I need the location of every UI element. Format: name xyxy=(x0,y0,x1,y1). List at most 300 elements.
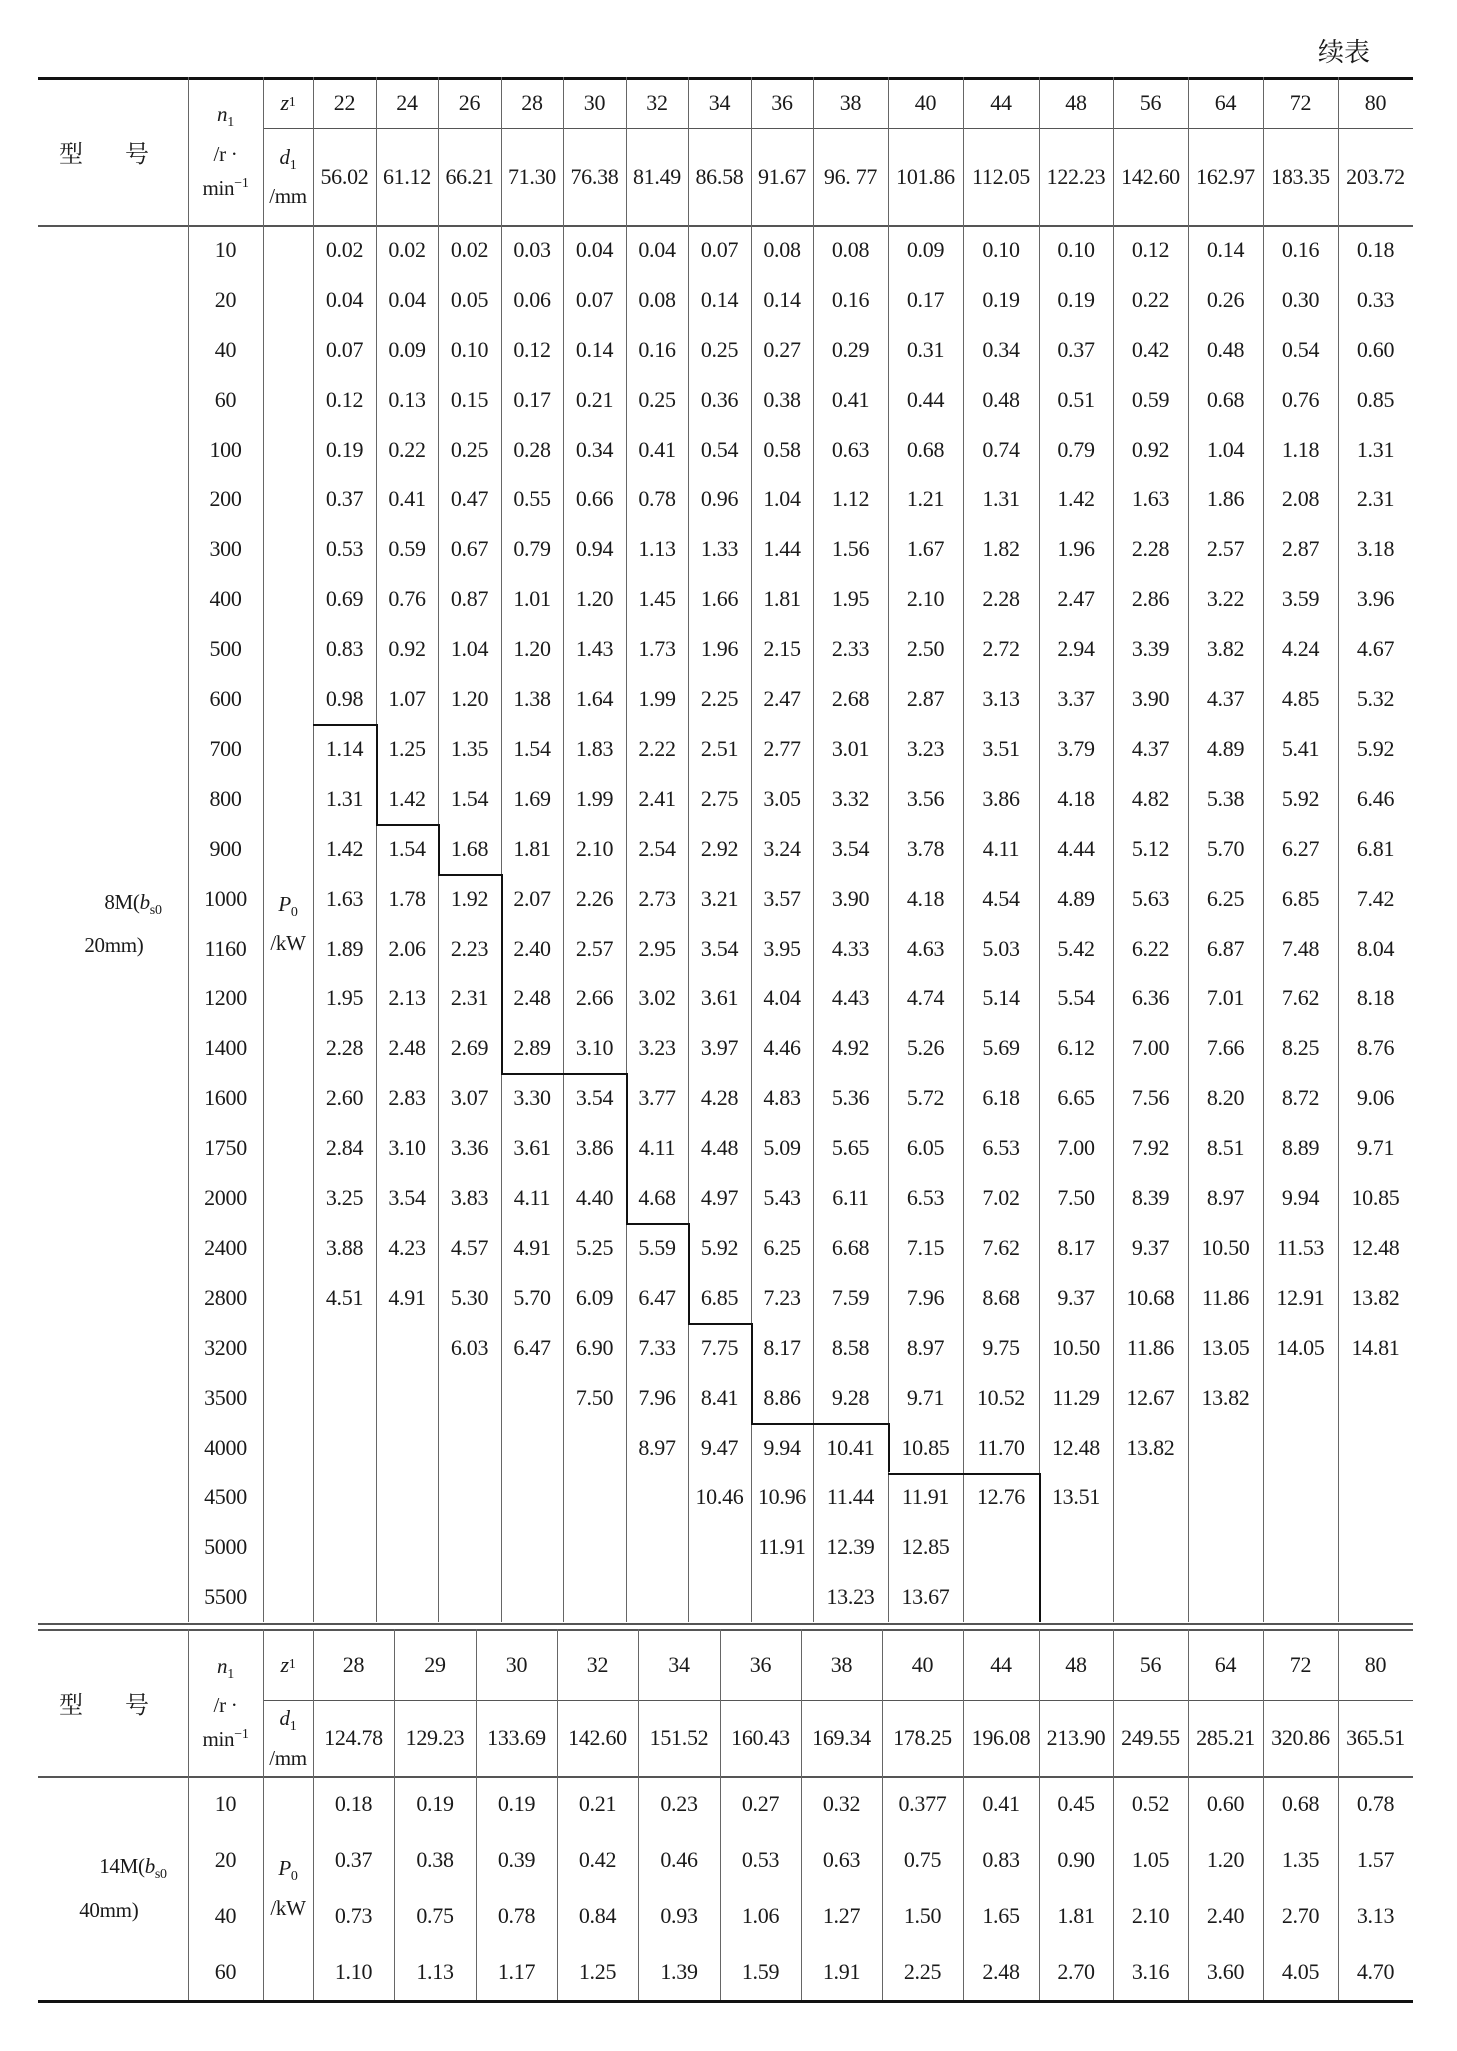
speed-header-stack xyxy=(202,99,248,202)
power-value: 0.93 xyxy=(660,1903,698,1928)
power-value: 9.06 xyxy=(1356,1085,1395,1111)
power-value: 4.89 xyxy=(1057,885,1095,911)
power-value: 0.96 xyxy=(700,486,739,512)
power-value: 0.16 xyxy=(638,336,676,362)
power-value: 12.76 xyxy=(976,1484,1025,1510)
speed-value: 5000 xyxy=(204,1534,247,1560)
speed-unit-min: min xyxy=(202,175,235,200)
power-value: 8.41 xyxy=(700,1384,739,1410)
power-value: 11.70 xyxy=(977,1434,1025,1460)
power-value: 7.01 xyxy=(1206,985,1245,1011)
power-value: 10.68 xyxy=(1126,1284,1175,1310)
teeth-count-value: 56 xyxy=(1139,89,1162,115)
power-value: 0.92 xyxy=(1131,436,1170,462)
power-value: 5.38 xyxy=(1206,785,1245,811)
belt-model-label xyxy=(38,1776,188,2000)
power-value: 9.28 xyxy=(831,1384,870,1410)
speed-header-label xyxy=(188,1629,263,1776)
power-value: 9.94 xyxy=(763,1434,801,1460)
power-value: 5.14 xyxy=(982,985,1020,1011)
power-value: 4.67 xyxy=(1356,636,1395,662)
power-value: 4.43 xyxy=(831,985,870,1011)
power-value: 0.63 xyxy=(822,1847,861,1872)
power-value: 0.02 xyxy=(388,236,426,262)
power-value: 4.46 xyxy=(763,1035,801,1061)
table-caption-continued: 续表 xyxy=(1318,38,1371,67)
power-value: 13.05 xyxy=(1201,1334,1250,1360)
teeth-count-value: 80 xyxy=(1364,1651,1387,1677)
power-symbol xyxy=(278,889,297,928)
power-value: 9.71 xyxy=(1356,1135,1395,1161)
power-value: 4.97 xyxy=(700,1185,739,1211)
limit-staircase-line xyxy=(438,874,502,876)
power-stack xyxy=(270,1853,305,1922)
power-value: 6.05 xyxy=(906,1135,945,1161)
power-value: 2.48 xyxy=(388,1035,426,1061)
power-value: 3.05 xyxy=(763,785,801,811)
teeth-count-value: 40 xyxy=(914,89,937,115)
power-value: 4.28 xyxy=(700,1085,739,1111)
pitch-diameter-value: 76.38 xyxy=(570,163,619,189)
pitch-diameter-symbol xyxy=(280,142,297,181)
power-value: 3.61 xyxy=(700,985,739,1011)
power-value: 3.86 xyxy=(575,1135,614,1161)
power-value: 6.68 xyxy=(831,1234,870,1260)
speed-unit-line2 xyxy=(202,169,248,203)
teeth-count-value: 36 xyxy=(771,89,793,115)
power-value: 4.11 xyxy=(982,835,1020,861)
power-value: 2.94 xyxy=(1057,636,1095,662)
power-value: 5.92 xyxy=(1356,735,1395,761)
power-symbol xyxy=(278,1853,297,1892)
power-value: 6.22 xyxy=(1131,935,1170,961)
pitch-diameter-value: 285.21 xyxy=(1196,1725,1255,1750)
pitch-diameter-value: 129.23 xyxy=(405,1725,465,1750)
power-value: 4.92 xyxy=(831,1035,870,1061)
pitch-diameter-value: 61.12 xyxy=(382,163,431,189)
pitch-diameter-value: 320.86 xyxy=(1271,1725,1330,1750)
pitch-diameter-value: 151.52 xyxy=(649,1725,709,1750)
teeth-count-value: 26 xyxy=(458,89,481,115)
power-value: 0.05 xyxy=(450,286,489,312)
pitch-diameter-value: 91.67 xyxy=(757,163,806,189)
teeth-count-value: 56 xyxy=(1139,1651,1162,1677)
speed-header-stack xyxy=(202,1651,248,1754)
power-value: 1.81 xyxy=(1057,1903,1095,1928)
power-value: 11.44 xyxy=(826,1484,875,1510)
power-value: 0.13 xyxy=(388,386,426,412)
teeth-header-label xyxy=(263,1629,313,1700)
power-value: 1.31 xyxy=(1356,436,1395,462)
power-value: 0.19 xyxy=(416,1791,454,1816)
power-value: 0.16 xyxy=(831,286,870,312)
speed-value: 40 xyxy=(214,1903,237,1928)
power-unit: /kW xyxy=(270,1895,306,1920)
power-value: 0.75 xyxy=(903,1847,942,1872)
power-value: 0.25 xyxy=(700,336,739,362)
power-value: 0.37 xyxy=(325,486,364,512)
power-value: 11.86 xyxy=(1201,1284,1250,1310)
power-value: 3.86 xyxy=(982,785,1020,811)
teeth-count-value: 28 xyxy=(342,1651,365,1677)
power-value: 1.82 xyxy=(982,536,1020,562)
power-value: 7.96 xyxy=(906,1284,945,1310)
power-value: 0.09 xyxy=(906,236,945,262)
power-value: 8.97 xyxy=(638,1434,676,1460)
teeth-count-value: 64 xyxy=(1214,1651,1237,1677)
power-value: 1.20 xyxy=(575,586,614,612)
power-value: 2.50 xyxy=(906,636,945,662)
power-value: 1.04 xyxy=(763,486,801,512)
power-value: 1.31 xyxy=(982,486,1020,512)
power-value: 8.97 xyxy=(906,1334,945,1360)
power-value: 3.90 xyxy=(1131,686,1170,712)
power-value: 1.42 xyxy=(388,785,426,811)
belt-model-line1 xyxy=(59,1849,167,1892)
speed-value: 3500 xyxy=(204,1384,247,1410)
power-value: 7.62 xyxy=(982,1234,1020,1260)
power-value: 3.90 xyxy=(831,885,870,911)
power-value: 3.01 xyxy=(831,735,870,761)
power-value: 0.53 xyxy=(325,536,364,562)
power-value: 0.33 xyxy=(1356,286,1395,312)
power-value: 1.07 xyxy=(388,686,426,712)
power-value: 0.23 xyxy=(660,1791,698,1816)
speed-value: 10 xyxy=(214,236,237,262)
power-value: 4.82 xyxy=(1131,785,1170,811)
power-value: 6.09 xyxy=(575,1284,614,1310)
power-value: 0.27 xyxy=(741,1791,780,1816)
limit-staircase-line xyxy=(888,1473,1040,1475)
power-value: 1.25 xyxy=(388,735,426,761)
power-value: 0.25 xyxy=(638,386,676,412)
power-value: 1.20 xyxy=(513,636,551,662)
power-value: 3.54 xyxy=(700,935,739,961)
pitch-diameter-value: 160.43 xyxy=(731,1725,790,1750)
power-value: 13.23 xyxy=(826,1584,875,1610)
limit-staircase-line xyxy=(888,1423,890,1473)
speed-value: 1400 xyxy=(204,1035,247,1061)
power-value: 4.48 xyxy=(700,1135,739,1161)
power-value: 0.15 xyxy=(450,386,489,412)
power-value: 0.14 xyxy=(763,286,801,312)
power-value: 3.51 xyxy=(982,735,1020,761)
power-value: 2.92 xyxy=(700,835,739,861)
power-value: 2.77 xyxy=(763,735,801,761)
power-value: 7.50 xyxy=(575,1384,614,1410)
power-value: 1.21 xyxy=(906,486,945,512)
speed-value: 800 xyxy=(209,785,242,811)
speed-value: 1000 xyxy=(204,885,247,911)
power-value: 3.78 xyxy=(906,835,945,861)
power-letter: P xyxy=(278,892,291,916)
power-value: 6.25 xyxy=(763,1234,801,1260)
pitch-diameter-value: 213.90 xyxy=(1046,1725,1106,1750)
power-value: 0.83 xyxy=(982,1847,1020,1872)
pitch-diameter-letter: d xyxy=(279,1706,290,1731)
power-value: 5.70 xyxy=(513,1284,551,1310)
power-value: 4.74 xyxy=(906,985,945,1011)
power-value: 14.05 xyxy=(1276,1334,1325,1360)
power-value: 7.23 xyxy=(763,1284,801,1310)
power-value: 0.08 xyxy=(831,236,870,262)
power-value: 3.32 xyxy=(831,785,870,811)
power-value: 0.58 xyxy=(763,436,801,462)
power-value: 0.76 xyxy=(388,586,426,612)
power-value: 0.26 xyxy=(1206,286,1245,312)
power-value: 12.48 xyxy=(1051,1434,1100,1460)
power-value: 0.67 xyxy=(450,536,489,562)
power-value: 3.88 xyxy=(325,1234,364,1260)
power-value: 3.54 xyxy=(575,1085,614,1111)
power-value: 2.10 xyxy=(1131,1903,1170,1928)
speed-value: 2400 xyxy=(204,1234,247,1260)
power-value: 0.46 xyxy=(660,1847,698,1872)
power-value: 0.52 xyxy=(1131,1791,1170,1816)
power-value: 1.18 xyxy=(1281,436,1320,462)
speed-value: 300 xyxy=(209,536,242,562)
power-value: 4.40 xyxy=(575,1185,614,1211)
pitch-diameter-value: 249.55 xyxy=(1121,1725,1180,1750)
power-value: 1.99 xyxy=(638,686,676,712)
power-value: 8.68 xyxy=(982,1284,1020,1310)
power-value: 2.83 xyxy=(388,1085,426,1111)
power-value: 2.28 xyxy=(982,586,1020,612)
power-value: 3.59 xyxy=(1281,586,1320,612)
power-value: 2.22 xyxy=(638,735,676,761)
power-value: 6.47 xyxy=(513,1334,551,1360)
power-value: 10.85 xyxy=(1351,1185,1400,1211)
power-value: 0.06 xyxy=(513,286,551,312)
power-value: 8.97 xyxy=(1206,1185,1245,1211)
power-header-label xyxy=(263,1776,313,2000)
power-value: 5.63 xyxy=(1131,885,1170,911)
power-value: 1.65 xyxy=(982,1903,1020,1928)
power-value: 2.40 xyxy=(1206,1903,1245,1928)
power-value: 0.08 xyxy=(638,286,676,312)
power-value: 5.43 xyxy=(763,1185,801,1211)
speed-value: 200 xyxy=(209,486,242,512)
belt-width-symbol: b xyxy=(139,890,150,914)
pitch-diameter-value: 203.72 xyxy=(1346,163,1405,189)
power-value: 3.39 xyxy=(1131,636,1170,662)
power-value: 13.82 xyxy=(1351,1284,1400,1310)
teeth-count-value: 32 xyxy=(586,1651,609,1677)
speed-symbol-subscript: 1 xyxy=(227,115,234,131)
pitch-diameter-value: 178.25 xyxy=(893,1725,952,1750)
power-value: 1.95 xyxy=(325,985,364,1011)
pitch-diameter-value: 71.30 xyxy=(507,163,556,189)
power-value: 0.31 xyxy=(906,336,945,362)
power-value: 12.67 xyxy=(1126,1384,1175,1410)
power-value: 7.59 xyxy=(831,1284,870,1310)
power-value: 0.25 xyxy=(450,436,489,462)
power-value: 7.96 xyxy=(638,1384,676,1410)
power-value: 0.55 xyxy=(513,486,551,512)
power-value: 5.26 xyxy=(906,1035,945,1061)
teeth-count-value: 32 xyxy=(646,89,668,115)
power-value: 10.52 xyxy=(976,1384,1025,1410)
power-value: 5.30 xyxy=(450,1284,489,1310)
power-value: 8.25 xyxy=(1281,1035,1320,1061)
power-value: 0.84 xyxy=(578,1903,617,1928)
power-value: 1.66 xyxy=(700,586,739,612)
power-value: 2.84 xyxy=(325,1135,364,1161)
power-value: 3.95 xyxy=(763,935,801,961)
power-value: 1.01 xyxy=(513,586,551,612)
power-value: 7.66 xyxy=(1206,1035,1245,1061)
power-value: 8.39 xyxy=(1131,1185,1170,1211)
power-value: 4.63 xyxy=(906,935,945,961)
power-value: 2.89 xyxy=(513,1035,551,1061)
limit-staircase-line xyxy=(1039,1473,1041,1623)
teeth-count-value: 48 xyxy=(1065,89,1087,115)
pitch-diameter-unit: /mm xyxy=(269,1745,307,1770)
speed-unit-min: min xyxy=(202,1727,235,1752)
power-value: 9.94 xyxy=(1281,1185,1320,1211)
speed-unit-line1: /r · xyxy=(213,1693,238,1718)
teeth-count-value: 28 xyxy=(521,89,543,115)
power-value: 6.25 xyxy=(1206,885,1245,911)
teeth-count-value: 36 xyxy=(749,1651,772,1677)
pitch-diameter-value: 56.02 xyxy=(320,163,369,189)
power-value: 0.90 xyxy=(1057,1847,1095,1872)
pitch-diameter-value: 196.08 xyxy=(971,1725,1031,1750)
power-value: 0.22 xyxy=(1131,286,1170,312)
power-value: 0.54 xyxy=(1281,336,1320,362)
power-value: 7.00 xyxy=(1057,1135,1095,1161)
power-value: 8.17 xyxy=(763,1334,801,1360)
power-value: 8.86 xyxy=(763,1384,801,1410)
power-value: 2.08 xyxy=(1281,486,1320,512)
power-value: 0.37 xyxy=(334,1847,373,1872)
power-value: 1.89 xyxy=(325,935,364,961)
power-value: 0.08 xyxy=(763,236,801,262)
power-value: 3.61 xyxy=(513,1135,551,1161)
teeth-symbol-subscript: 1 xyxy=(288,1656,296,1672)
power-value: 2.26 xyxy=(575,885,614,911)
teeth-count-value: 72 xyxy=(1289,89,1312,115)
power-value: 0.04 xyxy=(325,286,364,312)
power-value: 8.04 xyxy=(1356,935,1395,961)
belt-model-line2: 20mm) xyxy=(84,933,144,958)
power-letter: P xyxy=(278,1856,291,1881)
power-value: 0.76 xyxy=(1281,386,1320,412)
power-value: 1.12 xyxy=(831,486,870,512)
speed-symbol-subscript: 1 xyxy=(227,1667,234,1683)
speed-unit-line1: /r · xyxy=(213,141,238,166)
power-value: 12.85 xyxy=(901,1534,950,1560)
power-value: 7.62 xyxy=(1281,985,1320,1011)
power-value: 4.11 xyxy=(638,1135,676,1161)
power-value: 3.07 xyxy=(450,1085,489,1111)
power-value: 6.53 xyxy=(906,1185,945,1211)
power-value: 6.36 xyxy=(1131,985,1170,1011)
power-value: 2.31 xyxy=(450,985,489,1011)
pitch-diameter-value: 183.35 xyxy=(1271,163,1330,189)
power-value: 0.68 xyxy=(1281,1791,1320,1816)
power-value: 2.28 xyxy=(325,1035,364,1061)
pitch-diameter-value: 96. 77 xyxy=(823,163,878,189)
power-value: 5.70 xyxy=(1206,835,1245,861)
power-value: 2.31 xyxy=(1356,486,1395,512)
power-value: 0.07 xyxy=(325,336,364,362)
power-value: 6.46 xyxy=(1356,785,1395,811)
belt-model-label xyxy=(38,225,188,1622)
power-value: 7.56 xyxy=(1131,1085,1170,1111)
power-value: 1.69 xyxy=(513,785,551,811)
limit-staircase-line xyxy=(313,724,377,726)
power-value: 0.19 xyxy=(497,1791,536,1816)
power-value: 0.10 xyxy=(1057,236,1095,262)
power-value: 8.76 xyxy=(1356,1035,1395,1061)
power-value: 0.59 xyxy=(388,536,426,562)
power-value: 11.29 xyxy=(1052,1384,1100,1410)
power-value: 0.94 xyxy=(575,536,614,562)
power-value: 0.69 xyxy=(325,586,364,612)
teeth-count-value: 72 xyxy=(1289,1651,1312,1677)
power-value: 10.46 xyxy=(695,1484,744,1510)
teeth-count-value: 40 xyxy=(911,1651,934,1677)
power-value: 0.17 xyxy=(906,286,945,312)
power-value: 0.41 xyxy=(982,1791,1020,1816)
power-value: 1.99 xyxy=(575,785,614,811)
power-value: 5.72 xyxy=(906,1085,945,1111)
power-value: 5.54 xyxy=(1057,985,1095,1011)
power-value: 5.65 xyxy=(831,1135,870,1161)
teeth-count-value: 80 xyxy=(1364,89,1387,115)
power-value: 3.10 xyxy=(575,1035,614,1061)
power-value: 0.39 xyxy=(497,1847,536,1872)
power-value: 6.65 xyxy=(1057,1085,1095,1111)
teeth-count-value: 48 xyxy=(1065,1651,1087,1677)
power-value: 0.85 xyxy=(1356,386,1395,412)
power-value: 12.91 xyxy=(1276,1284,1325,1310)
power-value: 6.03 xyxy=(450,1334,489,1360)
power-value: 4.89 xyxy=(1206,735,1245,761)
power-value: 1.44 xyxy=(763,536,801,562)
power-value: 2.86 xyxy=(1131,586,1170,612)
pitch-diameter-value: 142.60 xyxy=(568,1725,627,1750)
power-value: 0.78 xyxy=(1356,1791,1395,1816)
power-value: 3.37 xyxy=(1057,686,1095,712)
power-value: 8.72 xyxy=(1281,1085,1320,1111)
speed-value: 100 xyxy=(209,436,242,462)
power-value: 9.37 xyxy=(1057,1284,1095,1310)
pitch-diameter-value: 86.58 xyxy=(695,163,744,189)
speed-symbol xyxy=(217,99,234,138)
power-value: 1.04 xyxy=(450,636,489,662)
power-value: 0.38 xyxy=(763,386,801,412)
power-value: 3.13 xyxy=(1356,1903,1395,1928)
power-value: 0.19 xyxy=(325,436,364,462)
power-value: 4.70 xyxy=(1356,1959,1395,1984)
power-value: 1.63 xyxy=(1131,486,1170,512)
teeth-count-value: 34 xyxy=(668,1651,690,1677)
pitch-diameter-stack xyxy=(269,1703,307,1772)
power-value: 7.02 xyxy=(982,1185,1020,1211)
power-value: 10.96 xyxy=(757,1484,806,1510)
power-value: 6.53 xyxy=(982,1135,1020,1161)
power-value: 8.89 xyxy=(1281,1135,1320,1161)
power-value: 2.87 xyxy=(906,686,945,712)
belt-model-name: 14M( xyxy=(99,1854,145,1879)
power-value: 7.33 xyxy=(638,1334,676,1360)
power-value: 1.54 xyxy=(450,785,489,811)
power-value: 2.54 xyxy=(638,835,676,861)
pitch-diameter-header-label xyxy=(263,1700,313,1776)
belt-model-line2: 40mm) xyxy=(79,1897,139,1922)
